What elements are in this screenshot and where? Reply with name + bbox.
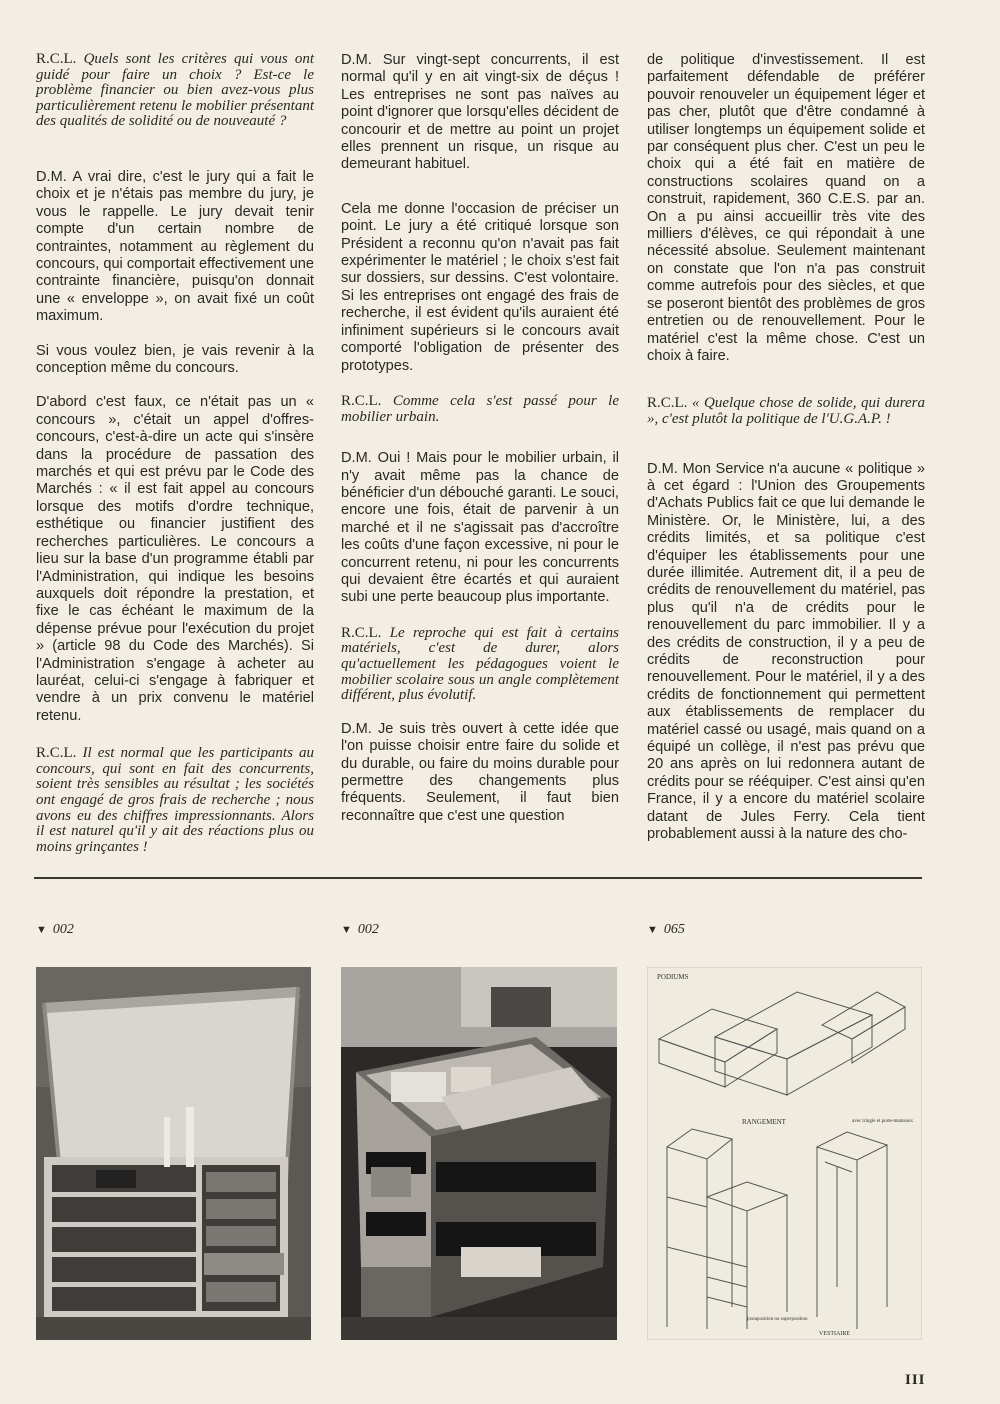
drawing-label-juxta: juxtaposition ou superposition [747,1317,808,1322]
question-paragraph: R.C.L. Le reproche qui est fait à certains matériels, c'est de durer, alors qu'actuellement les pédagogues voient le mobilier scolaire sous un angle complètement différent, plus évolutif. [341,624,619,704]
text-column-3 [647,52,925,860]
drawing-label-rangement: RANGEMENT [742,1118,786,1126]
figure-ref-2: ▼ 002 [341,922,379,937]
speaker: R.C.L. [36,745,77,762]
horizontal-rule [34,877,922,879]
answer-paragraph: de politique d'investissement. Il est parfaitement défendable de préférer pouvoir renouveler un équipement léger et pas cher, plutôt que d'être condamné à utiliser longtemps un équipement solide et par conséquent plus cher. C'est un peu le choix qui a été fait en matière de constructions scolaires quand on a construit, rapidement, 360 C.E.S. par an. On a pu ainsi accueillir très vite des milliers d'élèves, ce qui répondait à une nécessité absolue. Seulement maintenant on constate que l'on n'a pas construit comme autrefois pour des siècles, et que se poseront bientôt des problèmes de gros entretien ou de renouvellement. Pour le matériel c'est la même chose. C'est un choix à faire. [647,52,925,364]
drawing-label-vestiaire: VESTIAIRE [819,1331,850,1337]
question-paragraph: R.C.L. Comme cela s'est passé pour le mobilier urbain. [341,392,620,425]
technical-drawing [647,967,922,1340]
speaker: D.M. [647,460,678,477]
speaker: R.C.L. [341,624,382,641]
triangle-down-icon: ▼ [647,924,658,936]
text-column-2 [341,52,619,842]
triangle-down-icon: ▼ [341,924,352,936]
drawing-label-note: avec tringle et porte-manteaux [852,1119,913,1124]
question-paragraph: R.C.L. Quels sont les critères qui vous ont guidé pour faire un choix ? Est-ce le problème financier ou bien avez-vous plus particulièrement retenu le mobilier présentant des qualités de solidité ou de nouveauté ? [36,51,315,130]
speaker: D.M. [341,720,372,737]
speaker: R.C.L. [647,395,688,412]
triangle-down-icon: ▼ [36,924,47,936]
speaker: R.C.L. [341,392,382,409]
figure-ref-1: ▼ 002 [36,922,74,937]
answer-paragraph: D.M. A vrai dire, c'est le jury qui a fait le choix et je n'étais pas membre du jury, je vous le rappelle. Le jury devait tenir compte d'un certain nombre de contraintes, notamment au règlement du concours, qui comportait effectivement une contrainte financière, puisqu'on donnait une « enveloppe », on avait fixé un coût maximum. [36,168,315,325]
speaker: D.M. [341,450,372,467]
speaker: R.C.L. [36,51,77,67]
answer-paragraph: Cela me donne l'occasion de préciser un point. Le jury a été critiqué lorsque son Président a reconnu qu'on n'avait pas fait expérimenter le matériel ; le choix s'est fait sur dossiers, sur dessins. C'est volontaire. Si les entreprises ont engagé des frais de recherche, il est évident qu'ils auraient été infiniment supérieurs si le concours avait comporté l'obligation de présenter des prototypes. [341,200,619,374]
question-paragraph: R.C.L. « Quelque chose de solide, qui durera », c'est plutôt la politique de l'U.G.A.P. ! [647,395,925,427]
page-number: III [905,1372,926,1388]
answer-paragraph: Si vous voulez bien, je vais revenir à la conception même du concours. [36,342,314,377]
photo-storage-trolley [341,967,617,1340]
photo-shelving-unit [36,967,311,1340]
answer-paragraph: D'abord c'est faux, ce n'était pas un « concours », c'était un appel d'offres-concours, c'est-à-dire un acte qui s'insère dans la procédure de passation des marchés et qui est prévu par le Code des Marchés : « il est fait appel au concours lorsque des motifs d'ordre technique, esthétique ou financier justifient des recherches particulières. Le concours a lieu sur la base d'un programme établi par l'Administration, qui indique les besoins auxquels doit répondre la prestation, et fixe le cas échéant le maximum de la dépense prévue pour l'exécution du projet » (article 98 du Code des Marchés). Si l'Administration s'engage à acheter au lauréat, celui-ci s'engage à fabriquer et vendre à un prix convenu le matériel retenu. [36,394,314,724]
answer-paragraph: D.M. Je suis très ouvert à cette idée que l'on puisse choisir entre faire du solide et du durable, ou faire du moins durable pour permettre des changements plus fréquents. Seulement, il faut bien reconnaître que c'est une question [341,720,619,824]
answer-paragraph: D.M. Oui ! Mais pour le mobilier urbain, il n'y avait même pas la chance de bénéficier d'un débouché garanti. Le souci, encore une fois, était de parvenir à un marché et il ne s'agissait pas d'accroître les coûts d'une façon excessive, ni pour le concurrent retenu, ni pour les concurrents qui devaient être écartés et qui auraient subi une perte beaucoup plus importante. [341,450,619,606]
text-column-1 [36,52,314,872]
drawing-label-top: PODIUMS [657,973,689,981]
answer-paragraph: D.M. Sur vingt-sept concurrents, il est normal qu'il y en ait vingt-six de déçus ! Les entreprises ne sont pas naïves au point d'ignorer que lorsqu'elles décident de concourir et de mettre au point un projet elles prennent un risque, un risque au demeurant habituel. [341,52,620,173]
question-paragraph: R.C.L. Il est normal que les participants au concours, qui sont en fait des concurrents, soient très sensibles au résultat ; les sociétés ont engagé de gros frais de recherche ; nous avons eu des chiffres impressionnants. Alors il est naturel qu'il y ait des réactions plus ou moins grinçantes ! [36,745,314,855]
speaker: D.M. [36,168,67,185]
answer-paragraph: D.M. Mon Service n'a aucune « politique » à cet égard : l'Union des Groupements d'Achats Publics fait ce que lui demande le Ministère. Or, le Ministère, lui, a des crédits limités, et sa politique c'est d'équiper les établissements pour une durée illimitée. Autrement dit, il a peu de crédits de renouvellement du matériel, pas plus qu'il n'a de crédits pour le renouvellement du parc immobilier. Il y a des crédits de construction, il y a peu de crédits de reconstruction pour renouvellement. Pour le matériel, il y a des crédits de fonctionnement qui permettent aux établissements de remplacer du matériel cassé ou usagé, mais quand on a équipé un collège, il n'est pas prévu que 20 ans après on lui redonnera autant de crédits pour se rééquiper. C'est ainsi qu'en France, il y a encore du matériel scolaire datant de Jules Ferry. Cela tient probablement aussi à la nature des cho- [647,460,926,843]
speaker: D.M. [341,52,372,68]
figure-ref-3: ▼ 065 [647,922,685,937]
